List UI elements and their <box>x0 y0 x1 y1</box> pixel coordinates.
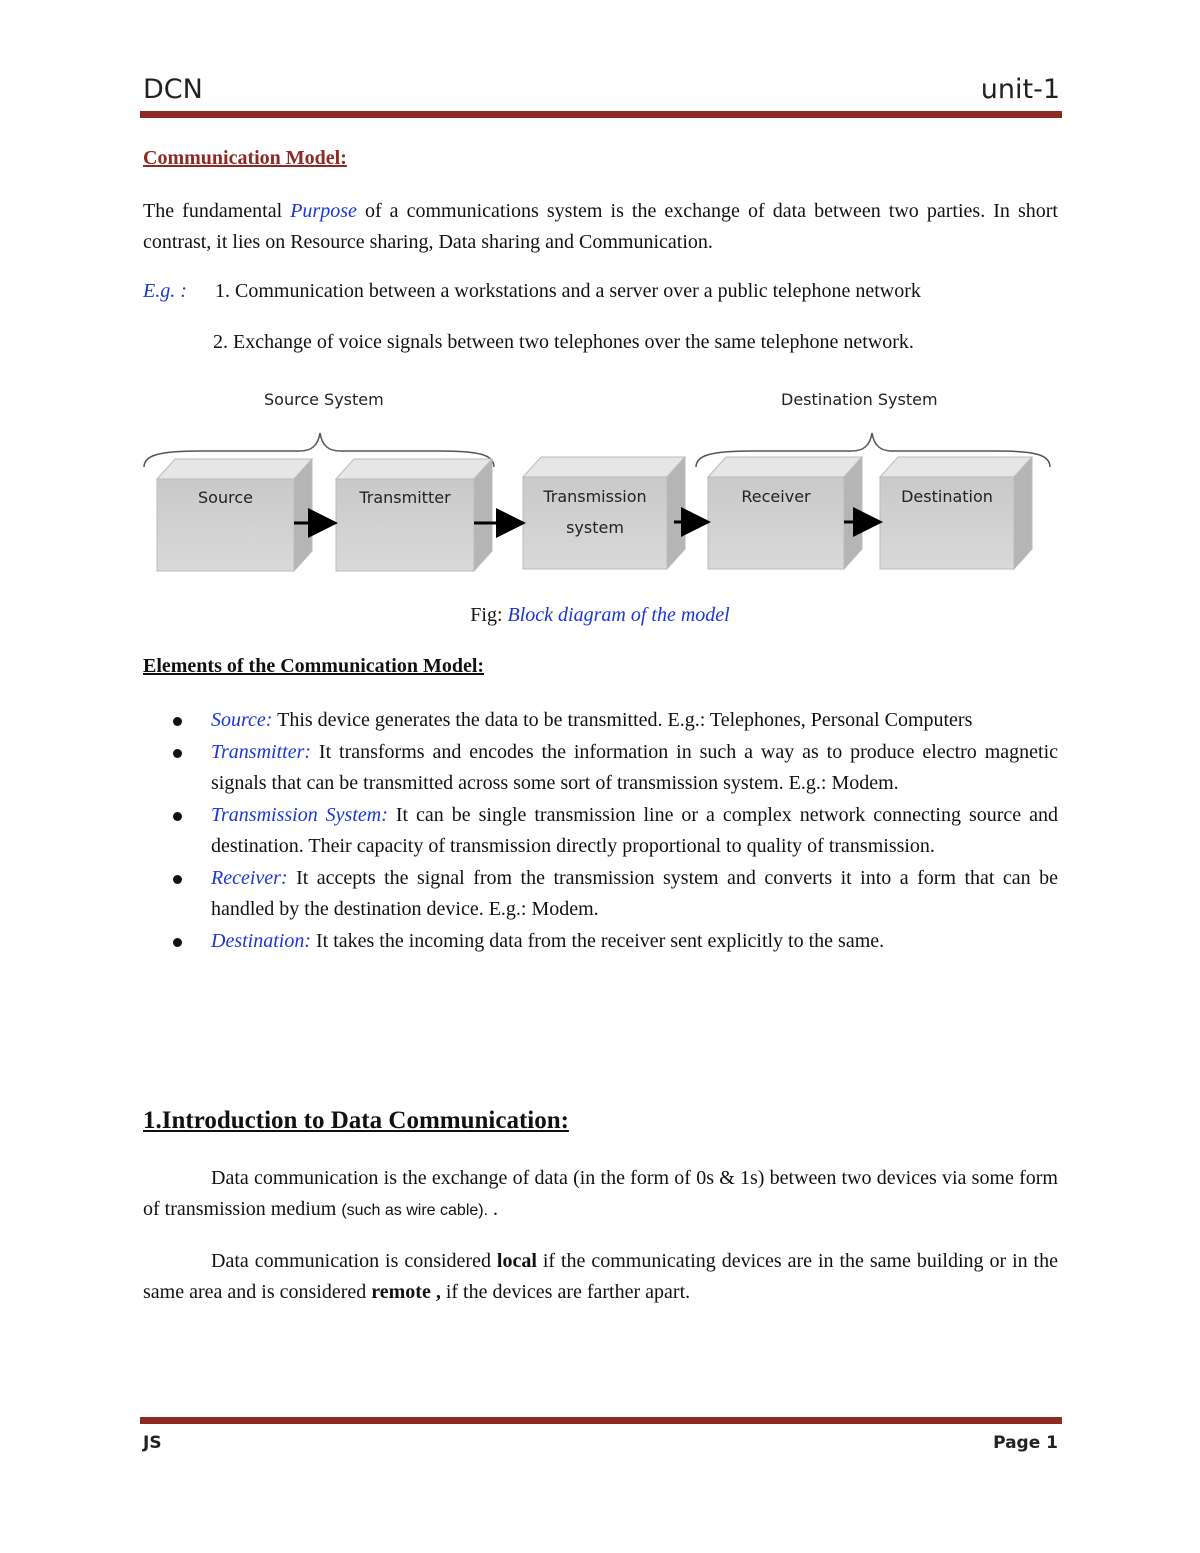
term-source: Source: <box>211 709 273 731</box>
intro-p1-small: (such as wire cable). <box>341 1202 489 1219</box>
example-label: E.g. : <box>143 280 187 302</box>
footer-rule <box>140 1417 1062 1424</box>
intro-p2-b: if the communicating devices are in the same building or in the same area and is considered <box>143 1250 1058 1303</box>
block-label-transmission: Transmission <box>543 487 647 506</box>
example-item-1: 1. Communication between a workstations and a server over a public telephone network <box>215 280 921 302</box>
intro-paragraph-1 <box>143 1163 1058 1226</box>
example-item-2: 2. Exchange of voice signals between two telephones over the same telephone network. <box>213 331 914 353</box>
intro-p1-main: Data communication is the exchange of data (in the form of 0s & 1s) between two devices via some form of transmission medium <box>143 1167 1058 1220</box>
intro-p1-end: . <box>488 1198 499 1220</box>
caption-prefix: Fig: <box>470 604 508 626</box>
block-label-receiver: Receiver <box>741 487 811 506</box>
para-text-b: of a communications system is the exchange of data between two parties. In short contrast, it lies on Resource sharing, Data sharing and Communication. <box>143 200 1058 253</box>
block-label-source: Source <box>198 488 253 507</box>
term-receiver: Receiver: <box>211 866 288 889</box>
header-rule <box>140 111 1062 118</box>
term-destination: Destination: <box>211 929 311 952</box>
desc-transmission-system: It can be single transmission line or a complex network connecting source and destination. Their capacity of transmission directly proportional to quality of transmission. <box>211 803 1059 857</box>
intro-p2-remote: remote , <box>371 1281 441 1303</box>
purpose-paragraph <box>143 196 1058 258</box>
section-title: Communication Model: <box>143 147 347 169</box>
destination-system-label: Destination System <box>781 390 938 409</box>
section-communication-model <box>143 143 1058 358</box>
list-item-transmitter <box>143 737 1058 800</box>
block-destination <box>880 457 1032 569</box>
block-label-destination: Destination <box>901 487 993 506</box>
term-transmission-system: Transmission System: <box>211 803 388 826</box>
purpose-term: Purpose <box>290 200 357 222</box>
bullet-icon <box>173 812 182 821</box>
elements-list <box>143 705 1058 957</box>
example-row-1 <box>143 276 1058 307</box>
source-system-label: Source System <box>264 390 384 409</box>
block-diagram <box>140 385 1060 585</box>
desc-source: This device generates the data to be transmitted. E.g.: Telephones, Personal Computers <box>272 709 973 731</box>
bullet-icon <box>173 938 182 947</box>
term-transmitter: Transmitter: <box>211 740 312 763</box>
intro-title: 1.Introduction to Data Communication: <box>143 1107 569 1134</box>
block-receiver <box>708 457 862 569</box>
bullet-icon <box>173 749 182 758</box>
desc-transmitter: It transforms and encodes the information in such a way as to produce electro magnetic signals that can be transmitted across some sort of transmission system. E.g.: Modem. <box>211 740 1058 794</box>
intro-p2-local: local <box>496 1250 537 1272</box>
elements-title: Elements of the Communication Model: <box>143 655 485 677</box>
para-text-a: The fundamental <box>143 200 291 222</box>
block-transmitter <box>336 459 492 571</box>
list-item-source <box>143 705 1058 737</box>
desc-receiver: It accepts the signal from the transmission system and converts it into a form that can be handled by the destination device. E.g.: Modem. <box>211 866 1058 920</box>
block-label-system: system <box>566 518 624 537</box>
header-right: unit-1 <box>980 74 1060 105</box>
intro-p2-c: if the devices are farther apart. <box>440 1281 691 1303</box>
bullet-icon <box>173 717 182 726</box>
intro-paragraph-2 <box>143 1246 1058 1308</box>
list-item-destination <box>143 926 1058 958</box>
intro-p2-a: Data communication is considered <box>211 1250 497 1272</box>
page-number: Page 1 <box>993 1433 1058 1453</box>
header-left: DCN <box>143 74 203 105</box>
figure-caption <box>0 604 1200 627</box>
desc-destination: It takes the incoming data from the receiver sent explicitly to the same. <box>311 929 885 952</box>
example-row-2 <box>143 327 1058 358</box>
intro-section <box>143 1163 1058 1308</box>
bullet-icon <box>173 875 182 884</box>
footer-left: JS <box>143 1433 162 1453</box>
list-item-transmission-system <box>143 800 1058 863</box>
caption-text: Block diagram of the model <box>507 604 730 626</box>
block-source <box>157 459 312 571</box>
list-item-receiver <box>143 863 1058 926</box>
block-label-transmitter: Transmitter <box>359 488 451 507</box>
